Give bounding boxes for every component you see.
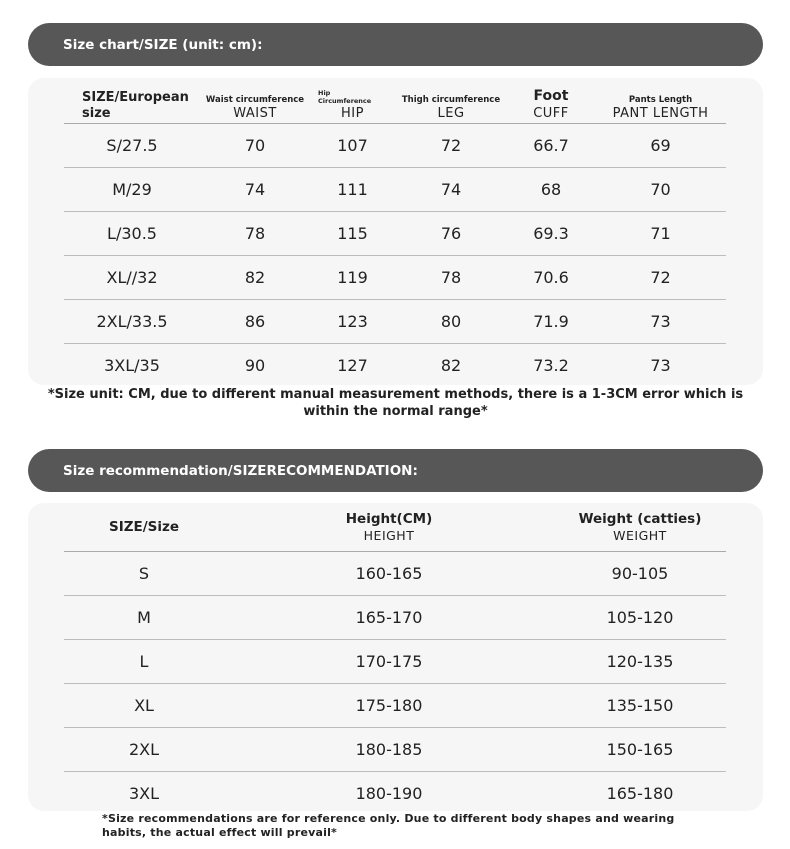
table-cell: 82 — [200, 255, 310, 299]
header-length — [595, 78, 726, 123]
size-cell: 2XL — [64, 727, 224, 771]
header-hip-small-1: Hip — [318, 88, 331, 97]
rec-header-weight-sub: WEIGHT — [613, 527, 667, 543]
rec-header-weight — [554, 503, 726, 551]
header-cuff-small: Foot — [533, 87, 569, 104]
size-chart-title: Size chart/SIZE (unit: cm): — [63, 36, 263, 53]
header-leg — [395, 78, 507, 123]
table-cell: 74 — [395, 167, 507, 211]
table-row — [64, 639, 726, 683]
recommendation-title: Size recommendation/SIZERECOMMENDATION: — [63, 462, 418, 479]
table-row — [64, 299, 726, 343]
table-cell: 180-190 — [355, 783, 423, 803]
table-row — [64, 595, 726, 639]
size-chart-table — [64, 78, 726, 387]
table-row — [64, 551, 726, 595]
table-cell: 105-120 — [554, 595, 726, 639]
table-cell: 170-175 — [224, 639, 554, 683]
table-cell: 71 — [595, 211, 726, 255]
header-hip-small-2: Circumference — [318, 96, 372, 105]
size-chart-title-bar — [28, 23, 763, 66]
table-cell: 90-105 — [554, 551, 726, 595]
table-cell: 115 — [310, 211, 395, 255]
header-cuff — [507, 78, 595, 123]
rec-header-height — [224, 503, 554, 551]
table-row — [64, 771, 726, 815]
size-cell: S/27.5 — [64, 123, 200, 167]
rec-header-size: SIZE/Size — [64, 503, 224, 551]
size-cell: 3XL/35 — [104, 355, 160, 375]
table-row — [64, 255, 726, 299]
rec-header-height-main: Height(CM) — [345, 510, 433, 527]
table-cell: 90 — [244, 355, 266, 375]
table-cell: 73.2 — [533, 355, 569, 375]
table-row — [64, 211, 726, 255]
table-cell: 70.6 — [507, 255, 595, 299]
header-hip-main: HIP — [341, 105, 364, 121]
header-hip — [310, 78, 395, 123]
table-cell: 69 — [595, 123, 726, 167]
table-cell: 165-180 — [606, 783, 674, 803]
table-cell: 78 — [200, 211, 310, 255]
size-cell: 2XL/33.5 — [64, 299, 200, 343]
recommendation-title-bar — [28, 449, 763, 492]
table-cell: 68 — [507, 167, 595, 211]
table-row — [64, 683, 726, 727]
table-cell: 80 — [395, 299, 507, 343]
header-waist-main: WAIST — [233, 105, 277, 121]
table-cell: 120-135 — [554, 639, 726, 683]
table-row — [64, 123, 726, 167]
table-cell: 82 — [440, 355, 462, 375]
header-leg-main: LEG — [437, 105, 465, 121]
header-length-main: PANT LENGTH — [612, 105, 709, 121]
table-cell: 86 — [200, 299, 310, 343]
header-waist — [200, 78, 310, 123]
header-size: SIZE/European size — [64, 78, 200, 123]
table-cell: 165-170 — [224, 595, 554, 639]
table-cell: 73 — [650, 355, 671, 375]
table-cell: 123 — [310, 299, 395, 343]
table-cell: 119 — [310, 255, 395, 299]
rec-header-weight-main: Weight (catties) — [578, 510, 702, 527]
table-row — [64, 727, 726, 771]
table-cell: 175-180 — [224, 683, 554, 727]
table-cell: 107 — [310, 123, 395, 167]
size-chart-panel — [28, 78, 763, 385]
table-row — [64, 167, 726, 211]
table-cell: 70 — [595, 167, 726, 211]
header-length-small: Pants Length — [628, 94, 693, 105]
recommendation-header-row — [64, 503, 726, 551]
recommendation-table — [64, 503, 726, 815]
table-cell: 69.3 — [507, 211, 595, 255]
header-waist-small: Waist circumference — [205, 94, 305, 105]
table-cell: 71.9 — [507, 299, 595, 343]
size-cell: XL//32 — [64, 255, 200, 299]
table-cell: 73 — [595, 299, 726, 343]
table-cell: 66.7 — [507, 123, 595, 167]
rec-header-height-sub: HEIGHT — [363, 527, 415, 543]
table-cell: 78 — [395, 255, 507, 299]
table-cell: 74 — [200, 167, 310, 211]
table-cell: 70 — [200, 123, 310, 167]
size-cell: S — [64, 551, 224, 595]
table-cell: 76 — [395, 211, 507, 255]
size-cell: M — [64, 595, 224, 639]
size-cell: 3XL — [128, 783, 160, 803]
recommendation-panel — [28, 503, 763, 811]
table-cell: 160-165 — [224, 551, 554, 595]
recommendation-note: *Size recommendations are for reference only. Due to different body shapes and wearing habits, the actual effect will prevail* — [102, 812, 675, 839]
table-cell: 150-165 — [554, 727, 726, 771]
size-cell: M/29 — [64, 167, 200, 211]
table-cell: 72 — [395, 123, 507, 167]
table-cell: 135-150 — [554, 683, 726, 727]
header-leg-small: Thigh circumference — [401, 94, 501, 105]
table-cell: 72 — [595, 255, 726, 299]
table-cell: 127 — [337, 355, 368, 375]
size-cell: L — [64, 639, 224, 683]
size-chart-note: *Size unit: CM, due to different manual measurement methods, there is a 1-3CM error which is within the normal range* — [47, 387, 744, 419]
table-row — [64, 343, 726, 387]
table-cell: 111 — [310, 167, 395, 211]
header-cuff-main: CUFF — [533, 105, 569, 121]
size-cell: XL — [64, 683, 224, 727]
table-cell: 180-185 — [224, 727, 554, 771]
size-chart-header-row — [64, 78, 726, 123]
size-cell: L/30.5 — [64, 211, 200, 255]
